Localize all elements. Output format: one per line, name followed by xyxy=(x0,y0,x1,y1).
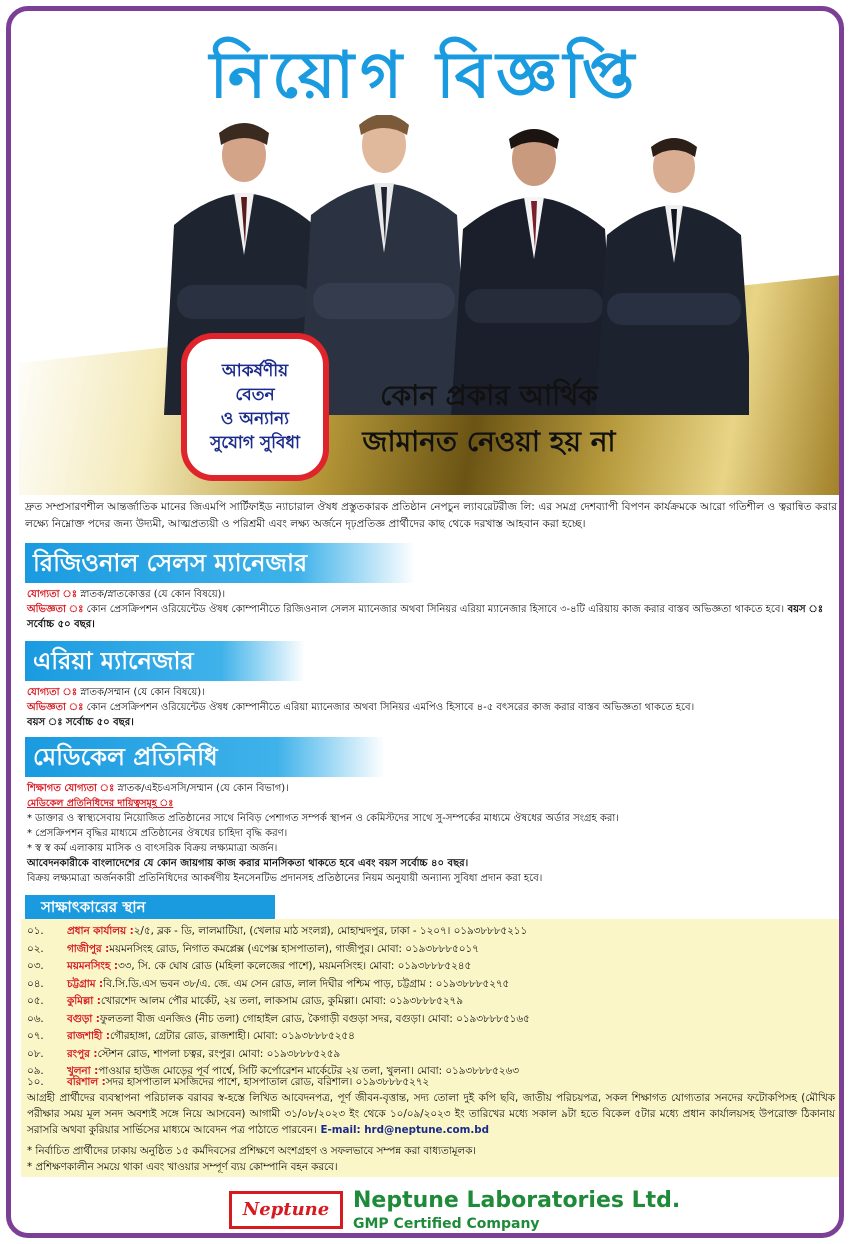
age-limit: বয়স ঃ সর্বোচ্চ ৫০ বছর। xyxy=(27,604,824,630)
office-address: পাওয়ার হাউজ মোড়ের পূর্ব পার্শ্বে, সিটি কর্পোরেশন মার্কেটের ২য় তলা, খুলনা। মোবা: ০১৯৩৮৮৮৫২৬৩ xyxy=(98,1065,519,1077)
qualification-text: স্নাতক/সম্মান (যে কোন বিষয়ে)। xyxy=(77,687,205,698)
guarantee-line: জামানত নেওয়া হয় না xyxy=(362,425,616,458)
office-row xyxy=(27,993,835,1011)
post-body-rsm xyxy=(27,587,835,632)
office-number: ০৯. xyxy=(27,1065,44,1077)
qualification-text: স্নাতক/এইচএসসি/সম্মান (যে কোন বিভাগ)। xyxy=(114,783,289,794)
office-address: খোরশেদ আলম পৌর মার্কেট, ২য় তলা, লাকসাম রোড, কুমিল্লা। মোবা: ০১৯৩৮৮৮৫২৭৯ xyxy=(100,995,463,1007)
qualification-label: শিক্ষাগত যোগ্যতা ঃ xyxy=(27,783,115,794)
office-address: স্টেশন রোড, শাপলা চত্বর, রংপুর। মোবা: ০১৯৩৮৮৮৫২৫৯ xyxy=(97,1047,341,1060)
apply-text: আগ্রহী প্রার্থীদের ব্যবস্থাপনা পরিচালক বরাবর স্ব-হস্তে লিখিত আবেদনপত্র, পূর্ণ জীবন-বৃত্তান্ত, সদ্য তোলা দুই কপি ছবি, জাতীয় পরিচয়পত্র, সকল শিক্ষাগত যোগ্যতার সনদের ফটোকপিসহ (মৌখিক পরীক্ষার সময় মূল সনদ অবশ্যই সঙ্গে নিয়ে আসবেন) আগামী ৩১/০৮/২০২৩ ইং থেকে ১০/০৯/২০২৩ ইং তারিখের মধ্যে সকাল ৯টা হতে বিকেল ৫টার মধ্যে প্রধান কার্যালয়সহ উপরোক্ত ঠিকানায় সরাসরি অথবা কুরিয়ার সার্ভিসের মাধ্যমে আবেদন পত্র পাঠাতে পারবেন। xyxy=(27,1092,835,1136)
office-row xyxy=(27,976,835,994)
badge-line: বেতন xyxy=(235,385,275,405)
office-number: ০৫. xyxy=(27,995,44,1007)
office-row xyxy=(27,1046,835,1064)
no-guarantee-notice xyxy=(329,373,649,465)
neptune-logo: Neptune xyxy=(229,1191,343,1229)
benefits-badge xyxy=(181,333,329,481)
headline: নিয়োগ বিজ্ঞপ্তি xyxy=(209,39,641,113)
office-name: রাজশাহী : xyxy=(67,1030,110,1042)
mr-incentive: বিক্রয় লক্ষ্যমাত্রা অর্জনকারী প্রতিনিধিদের আকর্ষণীয় ইনসেনটিভ প্রদানসহ প্রতিষ্ঠানের নিয়ম অনুযায়ী অন্যান্য সুবিধা প্রদান করা হবে। xyxy=(27,873,543,884)
office-name: কুমিল্লা : xyxy=(67,995,101,1007)
office-name: বগুড়া : xyxy=(67,1012,100,1025)
office-number: ০৬. xyxy=(27,1012,44,1025)
poster-frame xyxy=(6,6,844,1238)
application-instructions xyxy=(27,1076,835,1138)
office-row xyxy=(27,1011,835,1029)
office-row xyxy=(27,958,835,976)
duty-item: * স্ব স্ব কর্ম এলাকায় মাসিক ও বাৎসরিক বিক্রয় লক্ষ্যমাত্রা অর্জন। xyxy=(27,843,278,854)
intro-paragraph: দ্রুত সম্প্রসারণশীল আন্তর্জাতিক মানের জিএমপি সার্টিফাইড ন্যাচারাল ঔষধ প্রস্তুতকারক প্রতিষ্ঠান নেপচুন ল্যাবরেটরীজ লি: এর সমগ্র দেশব্যাপী বিপণন কার্যক্রমকে আরো গতিশীল ও ত্বরান্বিত করার লক্ষ্যে নিম্নোক্ত পদের জন্য উদ্যমী, আত্মপ্রত্যয়ী ও পরিশ্রমী এবং লক্ষ্য অর্জনে দৃঢ়প্রতিজ্ঞ প্রার্থীদের কাছ থেকে দরখাস্ত আহবান করা হচ্ছে। xyxy=(25,501,837,530)
post-title-rsm: রিজিওনাল সেলস ম্যানেজার xyxy=(25,543,415,583)
qualification-label: যোগ্যতা ঃ xyxy=(27,589,78,600)
office-number: ১০. xyxy=(27,1076,44,1088)
company-name: Neptune Laboratories Ltd. xyxy=(353,1188,681,1213)
duties-label: মেডিকেল প্রতিনিধিদের দায়িত্বসমূহ ঃ xyxy=(27,798,174,809)
interview-venue-title: সাক্ষাৎকারের স্থান xyxy=(25,895,275,919)
office-number: ০৪. xyxy=(27,977,44,990)
office-name: গাজীপুর : xyxy=(67,942,110,955)
duty-item: * প্রেসক্রিপশন বৃদ্ধির মাধ্যমে প্রতিষ্ঠানের ঔষধের চাহিদা বৃদ্ধি করণ। xyxy=(27,828,288,839)
badge-line: আকর্ষণীয় xyxy=(221,361,289,381)
office-number: ০১. xyxy=(27,925,44,937)
office-address: গৌরহাঙ্গা, গ্রেটার রোড, রাজশাহী। মোবা: ০১৯৩৮৮৮৫২৫৪ xyxy=(110,1030,355,1042)
mr-condition: আবেদনকারীকে বাংলাদেশের যে কোন জায়গায় কাজ করার মানসিকতা থাকতে হবে এবং বয়স সর্বোচ্চ ৪০ বছর। xyxy=(27,858,469,869)
company-footer xyxy=(229,1187,689,1237)
experience-label: অভিজ্ঞতা ঃ xyxy=(27,604,84,615)
gmp-tagline: GMP Certified Company xyxy=(353,1216,540,1232)
post-body-am xyxy=(27,685,835,730)
office-row xyxy=(27,941,835,959)
office-name: বরিশাল : xyxy=(67,1076,106,1088)
badge-line: সুযোগ সুবিধা xyxy=(210,433,300,453)
note-item: * প্রশিক্ষণকালীন সময়ে থাকা এবং খাওয়ার সম্পূর্ণ ব্যয় কোম্পানি বহন করবে। xyxy=(27,1161,338,1173)
duty-item: * ডাক্তার ও স্বাস্থ্যসেবায় নিয়োজিত প্রতিষ্ঠানের সাথে নিবিড় পেশাগত সম্পর্ক স্থাপন ও কেমিস্টদের সাথে সু-সম্পর্কের মাধ্যমে ঔষধের অর্ডার সংগ্রহ করা। xyxy=(27,813,619,824)
email-link[interactable]: E-mail: hrd@neptune.com.bd xyxy=(316,1124,490,1136)
experience-text: কোন প্রেসক্রিপশন ওরিয়েন্টেড ঔষধ কোম্পানীতে এরিয়া ম্যানেজার অথবা সিনিয়র এমপিও হিসাবে ৪-৫ বৎসরের কাজ করার বাস্তব অভিজ্ঞতা থাকতে হবে। xyxy=(83,702,695,713)
office-address: ফুলতলা বীজ এনজিও (নীচ তলা) গোহাইল রোড, কৈগাড়ী বগুড়া সদর, বগুড়া। মোবা: ০১৯৩৮৮৮৫১৬৫ xyxy=(99,1012,530,1025)
office-row xyxy=(27,1074,835,1090)
office-number: ০৮. xyxy=(27,1047,44,1060)
experience-text: কোন প্রেসক্রিপশন ওরিয়েন্টেড ঔষধ কোম্পানীতে রিজিওনাল সেলস ম্যানেজার অথবা সিনিয়র এরিয়া ম্যানেজার হিসাবে ৩-৪টি এরিয়ায় কাজ করার বাস্তব অভিজ্ঞতা থাকতে হবে। xyxy=(83,604,785,615)
age-limit: বয়স ঃ সর্বোচ্চ ৫০ বছর। xyxy=(27,717,134,728)
office-row xyxy=(27,1028,835,1046)
office-row xyxy=(27,923,835,941)
qualification-label: যোগ্যতা ঃ xyxy=(27,687,78,698)
office-address: ৩৩, সি. কে ঘোষ রোড (মহিলা কলেজের পাশে), ময়মনসিংহ। মোবা: ০১৯৩৮৮৮৫২৪৫ xyxy=(117,960,472,972)
training-notes xyxy=(27,1143,835,1175)
guarantee-line: কোন প্রকার আর্থিক xyxy=(380,379,598,412)
office-name: খুলনা : xyxy=(67,1065,99,1077)
office-number: ০৭. xyxy=(27,1030,44,1042)
post-title-mr: মেডিকেল প্রতিনিধি xyxy=(25,737,385,777)
office-number: ০৩. xyxy=(27,960,44,972)
office-name: ময়মনসিংহ : xyxy=(67,960,118,972)
note-item: * নির্বাচিত প্রার্থীদের ঢাকায় অনুষ্ঠিত ১৫ কর্মদিবসের প্রশিক্ষণে অংশগ্রহণ ও সফলভাবে সম্পন্ন করা বাধ্যতামূলক। xyxy=(27,1145,476,1157)
qualification-text: স্নাতক/স্নাতকোত্তর (যে কোন বিষয়ে)। xyxy=(77,589,226,600)
post-title-am: এরিয়া ম্যানেজার xyxy=(25,641,305,681)
office-name: চট্টগ্রাম : xyxy=(67,977,104,990)
office-address: সদর হাসপাতাল মসজিদের পাশে, হাসপাতাল রোড, বরিশাল। ০১৯৩৮৮৮৫২৭২ xyxy=(105,1076,430,1088)
badge-line: ও অন্যান্য xyxy=(220,409,290,429)
office-address: ২/৫, ব্লক - ডি, লালমাটিয়া, (খেলার মাঠ সংলগ্ন), মোহাম্মদপুর, ঢাকা - ১২০৭। ০১৯৩৮৮৮৫২১১ xyxy=(133,925,528,937)
office-name: রংপুর : xyxy=(67,1047,98,1060)
office-name: প্রধান কার্যালয় : xyxy=(67,925,134,937)
office-address: বি.সি.ডি.এস ভবন ৩৮/এ. জে. এম সেন রোড, লাল দিঘীর পশ্চিম পাড়, চট্টগ্রাম : ০১৯৩৮৮৮৫২৭৫ xyxy=(103,977,510,990)
office-number: ০২. xyxy=(27,942,44,955)
post-body-mr xyxy=(27,781,835,886)
experience-label: অভিজ্ঞতা ঃ xyxy=(27,702,84,713)
office-list xyxy=(27,923,835,1081)
office-address: ময়মনসিংহ রোড, নিগাত কমপ্লেক্স (এপেক্স হাসপাতাল), গাজীপুর। মোবা: ০১৯৩৮৮৮৫০১৭ xyxy=(109,942,479,955)
